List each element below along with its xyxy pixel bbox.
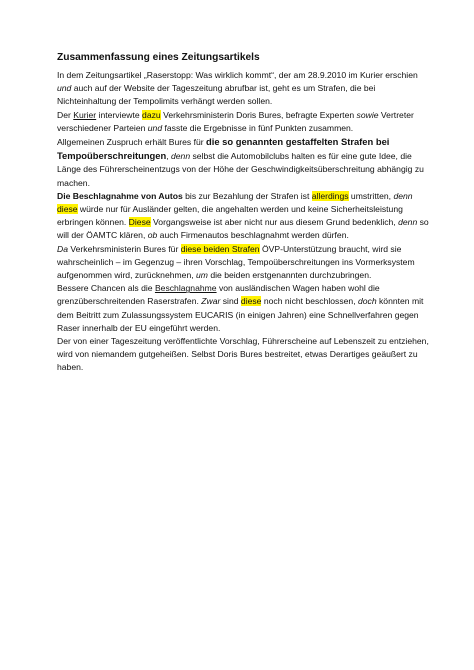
- highlighted-text: dazu: [142, 109, 161, 120]
- text-run: um: [196, 270, 208, 281]
- text-run: Da: [57, 243, 68, 254]
- text-run: und: [147, 122, 163, 133]
- text-run: ob: [147, 230, 158, 241]
- text-run: Verkehrsministerin Bures für: [68, 243, 181, 254]
- text-run: die so genannten gestaffelten Strafen bei Tempoüberschreitungen: [57, 136, 390, 162]
- text-run: Der: [57, 109, 74, 120]
- text-run: fasste die Ergebnisse in fünf Punkten zusammen.: [162, 122, 354, 133]
- highlighted-text: diese: [57, 204, 78, 215]
- text-run: Die Beschlagnahme von Autos: [57, 190, 183, 201]
- highlighted-text: diese: [240, 296, 262, 307]
- paragraph: [57, 190, 429, 243]
- text-run: selbst die Automobilclubs halten es für eine gute Idee, die Länge des Führerscheinentzugs von der Höhe der Geschwindigkeitsüberschreitung abhängig zu machen.: [57, 151, 424, 188]
- text-run: Der von einer Tageszeitung veröffentlichte Vorschlag, Führerscheine auf Lebenszeit zu entziehen, wird von niemandem gutgeheißen. Selbst Doris Bures bestreitet, etwas Derartiges geäußert zu haben.: [57, 336, 429, 373]
- text-run: denn: [393, 190, 413, 201]
- text-run: auch Firmenautos beschlagnahmt werden dürfen.: [157, 230, 349, 241]
- paragraph: [57, 69, 429, 109]
- paragraph-container: [57, 69, 429, 375]
- text-run: Bessere Chancen als die: [57, 283, 155, 294]
- text-run: denn: [171, 151, 191, 162]
- text-run: denn: [398, 217, 418, 228]
- text-run: doch: [357, 296, 377, 307]
- text-run: Vertreter verschiedener Parteien: [57, 109, 414, 133]
- text-run: Allgemeinen Zuspruch erhält Bures für: [57, 137, 207, 148]
- text-run: Kurier: [73, 109, 97, 120]
- text-run: umstritten,: [348, 190, 394, 201]
- text-run: die beiden erstgenannten durchzubringen.: [207, 270, 372, 281]
- text-run: bis zur Bezahlung der Strafen ist: [182, 190, 312, 201]
- text-run: so will der ÖAMTC klären,: [57, 217, 429, 241]
- text-run: interviewte: [96, 109, 143, 120]
- text-run: ,: [166, 151, 171, 162]
- highlighted-text: allerdings: [311, 190, 349, 201]
- paragraph: [57, 335, 429, 375]
- paragraph: [57, 135, 429, 190]
- document-title: Zusammenfassung eines Zeitungsartikels: [57, 52, 260, 63]
- text-run: Beschlagnahme: [154, 283, 217, 294]
- text-run: sowie: [356, 109, 379, 120]
- paragraph: [57, 243, 429, 283]
- text-run: Verkehrsministerin Doris Bures, befragte Experten: [160, 109, 357, 120]
- text-run: und: [57, 83, 72, 94]
- text-run: könnten mit dem Beitritt zum Zulassungssystem EUCARIS (in einigen Jahren) eine Schnellverfahren gegen Raser innerhalb der EU eingeführt werden.: [57, 296, 424, 333]
- text-run: noch nicht beschlossen,: [261, 296, 358, 307]
- text-run: von ausländischen Wagen haben wohl die grenzüberschreitenden Raserstrafen.: [57, 283, 380, 307]
- text-run: auch auf der Website der Tageszeitung abrufbar ist, geht es um Strafen, die bei Nichteinhaltung der Tempolimits verhängt werden sollen.: [57, 83, 376, 107]
- paragraph: [57, 109, 429, 135]
- text-run: Zwar: [201, 296, 221, 307]
- paragraph: [57, 282, 429, 335]
- highlighted-text: diese beiden Strafen: [180, 243, 260, 254]
- text-run: sind: [220, 296, 241, 307]
- highlighted-text: Diese: [128, 217, 151, 228]
- text-run: ÖVP-Unterstützung braucht, wird sie wahrscheinlich – im Gegenzug – ihren Vorschlag, Tempoüberschreitungen ins Vormerksystem aufgenommen wird, zurücknehmen,: [57, 243, 415, 281]
- text-run: In dem Zeitungsartikel „Raserstopp: Was wirklich kommt“, der am 28.9.2010 im Kurier erschien: [57, 70, 418, 80]
- text-run: würde nur für Ausländer gelten, die angehalten werden und keine Sicherheitsleistung erbringen können.: [57, 204, 403, 228]
- text-run: Vorgangsweise ist aber nicht nur aus diesem Grund bedenklich,: [150, 217, 399, 228]
- document-body: [57, 51, 429, 375]
